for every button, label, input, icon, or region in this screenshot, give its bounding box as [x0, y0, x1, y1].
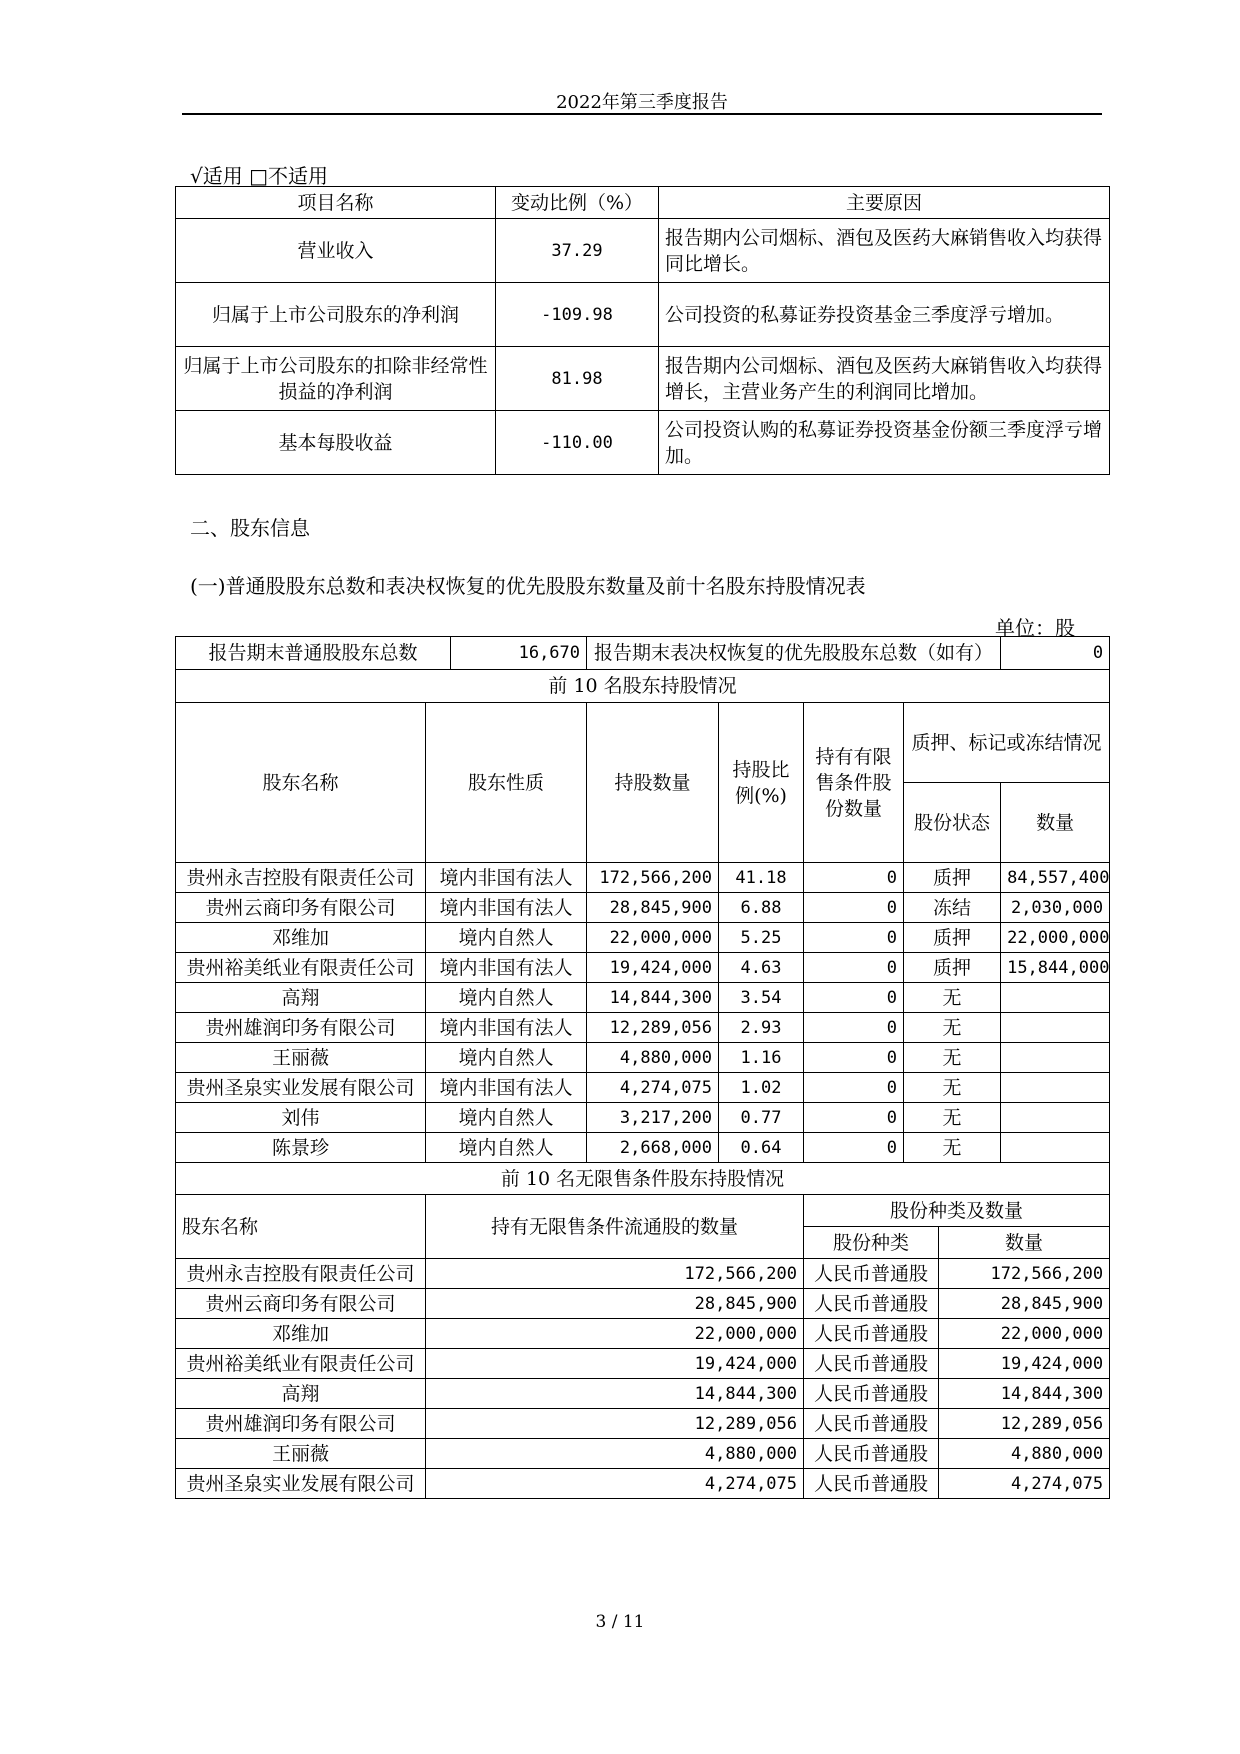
holding-qty: 3,217,200	[587, 1103, 719, 1133]
holder-nature: 境内自然人	[426, 923, 587, 953]
table-row	[176, 1349, 1110, 1379]
changes-header-ratio: 变动比例（%）	[496, 187, 659, 219]
holding-qty: 22,000,000	[587, 923, 719, 953]
table-row	[176, 1319, 1110, 1349]
share-status: 无	[904, 1013, 1001, 1043]
unrestricted-qty: 12,289,056	[426, 1409, 804, 1439]
pledge-amount	[1001, 1103, 1110, 1133]
pref-holders-value: 0	[1001, 637, 1110, 670]
header-rule	[182, 113, 1102, 115]
table-row	[176, 1103, 1110, 1133]
unrestricted-header-class-group: 股份种类及数量	[804, 1195, 1110, 1227]
restricted-qty: 0	[804, 863, 904, 893]
changes-ratio: -110.00	[496, 411, 659, 475]
share-class: 人民币普通股	[804, 1289, 939, 1319]
unrestricted-qty: 19,424,000	[426, 1349, 804, 1379]
holding-qty: 172,566,200	[587, 863, 719, 893]
unit-label: 单位：股	[995, 616, 1075, 640]
table-row	[176, 923, 1110, 953]
table-row	[176, 1379, 1110, 1409]
share-status: 无	[904, 1073, 1001, 1103]
holding-ratio: 41.18	[719, 863, 804, 893]
share-class: 人民币普通股	[804, 1259, 939, 1289]
share-status: 质押	[904, 923, 1001, 953]
total-holders-label: 报告期末普通股股东总数	[176, 637, 451, 670]
share-class-amount: 28,845,900	[939, 1289, 1110, 1319]
holder-name: 高翔	[176, 983, 426, 1013]
page-header-title: 2022年第三季度报告	[556, 92, 728, 113]
holder-name: 贵州裕美纸业有限责任公司	[176, 953, 426, 983]
share-class: 人民币普通股	[804, 1409, 939, 1439]
holder-nature: 境内非国有法人	[426, 893, 587, 923]
header-holding-qty: 持股数量	[587, 703, 719, 863]
share-class: 人民币普通股	[804, 1349, 939, 1379]
header-share-status: 股份状态	[904, 783, 1001, 863]
share-class-amount: 22,000,000	[939, 1319, 1110, 1349]
holder-name: 陈景珍	[176, 1133, 426, 1163]
table-row	[176, 1469, 1110, 1499]
unrestricted-qty: 22,000,000	[426, 1319, 804, 1349]
unrestricted-holder-name: 贵州雄润印务有限公司	[176, 1409, 426, 1439]
unrestricted-title: 前 10 名无限售条件股东持股情况	[176, 1163, 1110, 1195]
table-row	[176, 953, 1110, 983]
unrestricted-header-amount: 数量	[939, 1227, 1110, 1259]
pledge-amount: 84,557,400	[1001, 863, 1110, 893]
pledge-amount	[1001, 1013, 1110, 1043]
changes-item: 归属于上市公司股东的扣除非经常性损益的净利润	[176, 347, 496, 411]
pledge-amount	[1001, 1043, 1110, 1073]
changes-ratio: 81.98	[496, 347, 659, 411]
pledge-amount	[1001, 1073, 1110, 1103]
unrestricted-qty: 4,880,000	[426, 1439, 804, 1469]
pledge-amount: 22,000,000	[1001, 923, 1110, 953]
restricted-qty: 0	[804, 1103, 904, 1133]
changes-reason: 报告期内公司烟标、酒包及医药大麻销售收入均获得增长，主营业务产生的利润同比增加。	[659, 347, 1110, 411]
holder-name: 贵州云商印务有限公司	[176, 893, 426, 923]
restricted-qty: 0	[804, 1013, 904, 1043]
changes-reason: 公司投资的私募证券投资基金三季度浮亏增加。	[659, 283, 1110, 347]
restricted-qty: 0	[804, 1073, 904, 1103]
share-class-amount: 172,566,200	[939, 1259, 1110, 1289]
holding-ratio: 0.64	[719, 1133, 804, 1163]
holder-name: 贵州永吉控股有限责任公司	[176, 863, 426, 893]
unrestricted-holder-name: 贵州裕美纸业有限责任公司	[176, 1349, 426, 1379]
unrestricted-header-name: 股东名称	[176, 1195, 426, 1259]
holder-name: 邓维加	[176, 923, 426, 953]
share-class: 人民币普通股	[804, 1319, 939, 1349]
holding-qty: 14,844,300	[587, 983, 719, 1013]
table-row	[176, 1133, 1110, 1163]
page-number: 3 / 11	[595, 1612, 645, 1632]
holding-ratio: 6.88	[719, 893, 804, 923]
share-status: 无	[904, 1043, 1001, 1073]
holder-name: 王丽薇	[176, 1043, 426, 1073]
holder-nature: 境内非国有法人	[426, 863, 587, 893]
share-class-amount: 12,289,056	[939, 1409, 1110, 1439]
holder-nature: 境内自然人	[426, 983, 587, 1013]
share-status: 质押	[904, 953, 1001, 983]
restricted-qty: 0	[804, 1043, 904, 1073]
share-class-amount: 14,844,300	[939, 1379, 1110, 1409]
pledge-amount	[1001, 983, 1110, 1013]
unrestricted-holder-name: 贵州永吉控股有限责任公司	[176, 1259, 426, 1289]
header-restricted-qty: 持有有限售条件股份数量	[804, 703, 904, 863]
share-class-amount: 19,424,000	[939, 1349, 1110, 1379]
holding-ratio: 0.77	[719, 1103, 804, 1133]
restricted-qty: 0	[804, 983, 904, 1013]
subsection-title: (一)普通股股东总数和表决权恢复的优先股股东数量及前十名股东持股情况表	[190, 574, 866, 598]
header-holder-name: 股东名称	[176, 703, 426, 863]
table-row	[176, 1043, 1110, 1073]
table-row	[176, 1409, 1110, 1439]
table-row	[176, 1073, 1110, 1103]
holding-ratio: 1.02	[719, 1073, 804, 1103]
holder-name: 贵州雄润印务有限公司	[176, 1013, 426, 1043]
table-row	[176, 1439, 1110, 1469]
changes-item: 归属于上市公司股东的净利润	[176, 283, 496, 347]
changes-table	[175, 186, 1110, 475]
unrestricted-holder-name: 王丽薇	[176, 1439, 426, 1469]
holder-name: 贵州圣泉实业发展有限公司	[176, 1073, 426, 1103]
applicability-note: √适用 □不适用	[190, 164, 328, 188]
share-status: 冻结	[904, 893, 1001, 923]
changes-ratio: -109.98	[496, 283, 659, 347]
holding-ratio: 4.63	[719, 953, 804, 983]
table-row	[176, 983, 1110, 1013]
holding-qty: 2,668,000	[587, 1133, 719, 1163]
unrestricted-qty: 28,845,900	[426, 1289, 804, 1319]
share-status: 无	[904, 983, 1001, 1013]
header-holder-nature: 股东性质	[426, 703, 587, 863]
header-holding-ratio: 持股比例(%)	[719, 703, 804, 863]
unrestricted-holder-name: 邓维加	[176, 1319, 426, 1349]
pledge-amount	[1001, 1133, 1110, 1163]
changes-ratio: 37.29	[496, 219, 659, 283]
share-status: 无	[904, 1133, 1001, 1163]
unrestricted-header-qty: 持有无限售条件流通股的数量	[426, 1195, 804, 1259]
restricted-qty: 0	[804, 893, 904, 923]
changes-reason: 公司投资认购的私募证券投资基金份额三季度浮亏增加。	[659, 411, 1110, 475]
unrestricted-holder-name: 贵州云商印务有限公司	[176, 1289, 426, 1319]
changes-item: 营业收入	[176, 219, 496, 283]
table-row	[176, 1289, 1110, 1319]
unrestricted-holder-name: 高翔	[176, 1379, 426, 1409]
share-class: 人民币普通股	[804, 1379, 939, 1409]
unrestricted-header-class: 股份种类	[804, 1227, 939, 1259]
holder-nature: 境内非国有法人	[426, 953, 587, 983]
holder-nature: 境内自然人	[426, 1103, 587, 1133]
unrestricted-qty: 14,844,300	[426, 1379, 804, 1409]
holder-nature: 境内非国有法人	[426, 1013, 587, 1043]
table-row	[176, 863, 1110, 893]
pref-holders-label: 报告期末表决权恢复的优先股股东总数（如有）	[587, 637, 1001, 670]
holding-qty: 12,289,056	[587, 1013, 719, 1043]
top10-title: 前 10 名股东持股情况	[176, 670, 1110, 703]
holding-ratio: 5.25	[719, 923, 804, 953]
header-pledge-status: 质押、标记或冻结情况	[904, 703, 1110, 783]
pledge-amount: 15,844,000	[1001, 953, 1110, 983]
restricted-qty: 0	[804, 953, 904, 983]
holder-nature: 境内自然人	[426, 1133, 587, 1163]
unrestricted-qty: 172,566,200	[426, 1259, 804, 1289]
holding-qty: 4,274,075	[587, 1073, 719, 1103]
share-class-amount: 4,274,075	[939, 1469, 1110, 1499]
holding-qty: 19,424,000	[587, 953, 719, 983]
pledge-amount: 2,030,000	[1001, 893, 1110, 923]
holder-nature: 境内自然人	[426, 1043, 587, 1073]
restricted-qty: 0	[804, 923, 904, 953]
holding-qty: 4,880,000	[587, 1043, 719, 1073]
holding-ratio: 3.54	[719, 983, 804, 1013]
unrestricted-qty: 4,274,075	[426, 1469, 804, 1499]
changes-header-item: 项目名称	[176, 187, 496, 219]
holder-name: 刘伟	[176, 1103, 426, 1133]
holder-nature: 境内非国有法人	[426, 1073, 587, 1103]
holding-ratio: 2.93	[719, 1013, 804, 1043]
section-title-shareholders: 二、股东信息	[190, 516, 310, 540]
share-class-amount: 4,880,000	[939, 1439, 1110, 1469]
changes-header-reason: 主要原因	[659, 187, 1110, 219]
share-class: 人民币普通股	[804, 1439, 939, 1469]
shareholders-table	[175, 636, 1110, 1499]
changes-reason: 报告期内公司烟标、酒包及医药大麻销售收入均获得同比增长。	[659, 219, 1110, 283]
restricted-qty: 0	[804, 1133, 904, 1163]
unrestricted-holder-name: 贵州圣泉实业发展有限公司	[176, 1469, 426, 1499]
header-pledge-amount: 数量	[1001, 783, 1110, 863]
table-row	[176, 1259, 1110, 1289]
share-status: 质押	[904, 863, 1001, 893]
holding-qty: 28,845,900	[587, 893, 719, 923]
share-status: 无	[904, 1103, 1001, 1133]
table-row	[176, 893, 1110, 923]
total-holders-value: 16,670	[451, 637, 587, 670]
share-class: 人民币普通股	[804, 1469, 939, 1499]
holding-ratio: 1.16	[719, 1043, 804, 1073]
changes-item: 基本每股收益	[176, 411, 496, 475]
table-row	[176, 1013, 1110, 1043]
